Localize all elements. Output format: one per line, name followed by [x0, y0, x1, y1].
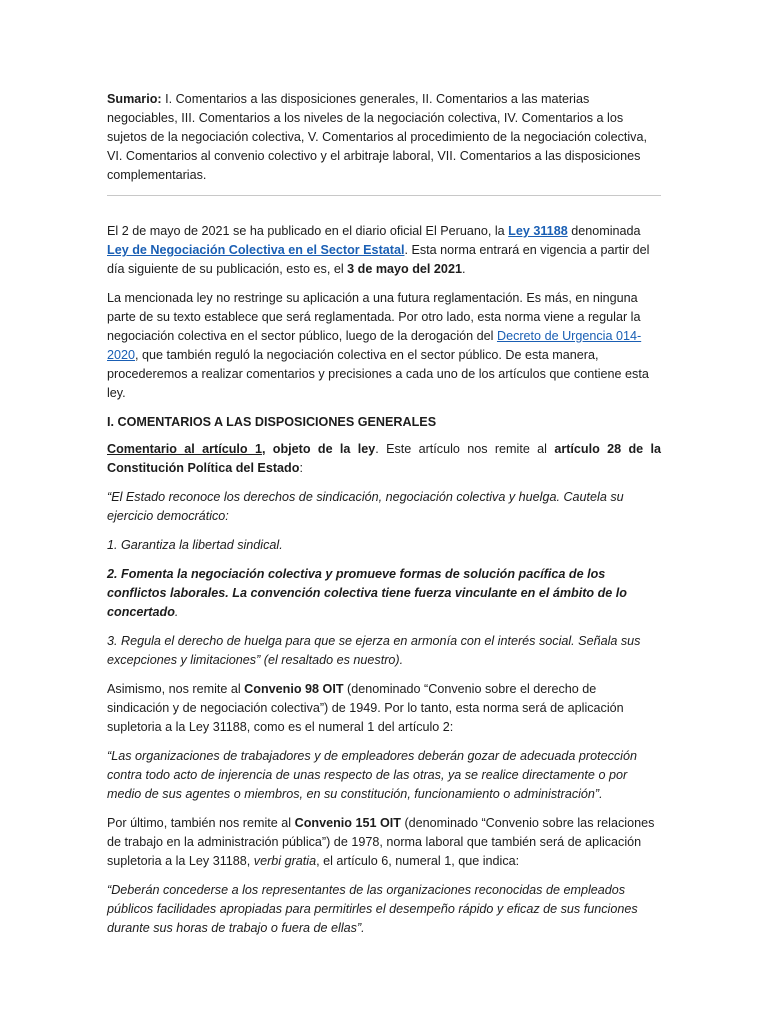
para4-italic: verbi gratia — [253, 854, 317, 868]
quote-convenio-151: “Deberán concederse a los representantes de las organizaciones reconocidas de empleados públicos facilidades apropiadas para permitirles el desempeño rápido y eficaz de sus funciones durante sus horas de trabajo o fuera de ellas”. — [107, 883, 638, 935]
divider — [107, 195, 661, 196]
intro-text-3: . Esta norma entrará en vigencia a partir del día siguiente de su publicación, esto es, el — [107, 243, 650, 276]
summary-label: Sumario: — [107, 92, 162, 106]
intro-text-1: El 2 de mayo de 2021 se ha publicado en el diario oficial El Peruano, la — [107, 224, 509, 238]
summary-text: I. Comentarios a las disposiciones generales, II. Comentarios a las materias negociables, III. Comentarios a los niveles de la negociación colectiva, IV. Comentarios a los sujetos de la negociación colectiva, V. Comentarios al procedimiento de la negociación colectiva, VI. Comentarios al convenio colectivo y el arbitraje laboral, VII. Comentarios a las disposiciones complementarias. — [107, 92, 647, 182]
intro-text-4: . — [461, 262, 466, 276]
para3-text-1: Asimismo, nos remite al — [107, 682, 245, 696]
comentario-underlined: Comentario al artículo 1 — [107, 442, 262, 456]
intro-date: 3 de mayo del 2021 — [347, 262, 462, 276]
convenio-151-paragraph — [107, 814, 661, 871]
summary-paragraph — [107, 90, 661, 185]
para4-text-3: , el artículo 6, numeral 1, que indica: — [316, 854, 520, 868]
para3-text-2: (denominado “Convenio sobre el derecho de sindicación y de negociación colectiva”) de 1949. Por lo tanto, esta norma será de aplicación supletoria a la Ley 31188, como es el numeral 1 del artículo 2: — [107, 682, 624, 734]
convenio-98-label: Convenio 98 OIT — [244, 682, 344, 696]
comentario-articulo-1 — [107, 440, 661, 478]
para4-text-2: (denominado “Convenio sobre las relaciones de trabajo en la administración pública”) de 1978, norma laboral que también será de aplicación supletoria a la Ley 31188, — [107, 816, 655, 868]
quote-item-2-bold: 2. Fomenta la negociación colectiva y promueve formas de solución pacífica de los conflictos laborales. La convención colectiva tiene fuerza vinculante en el ámbito de lo concertado — [107, 567, 627, 619]
ley-negociacion-colectiva-link[interactable]: Ley de Negociación Colectiva en el Sector Estatal — [107, 243, 405, 257]
quote-item-1: 1. Garantiza la libertad sindical. — [107, 538, 283, 552]
convenio-151-label: Convenio 151 OIT — [294, 816, 401, 830]
quote-convenio-98: “Las organizaciones de trabajadores y de empleadores deberán gozar de adecuada protección contra todo acto de injerencia de unas respecto de las otras, ya se realice directamente o por medio de sus agentes o miembros, en su constitución, funcionamiento o administración”. — [107, 749, 637, 801]
quote-constitution-intro: “El Estado reconoce los derechos de sindicación, negociación colectiva y huelga. Cautela su ejercicio democrático: — [107, 490, 624, 523]
para2-text-1: La mencionada ley no restringe su aplicación a una futura reglamentación. Es más, en ninguna parte de su texto establece que será reglamentada. Por otro lado, esta norma viene a regular la negociación colectiva en el sector público, luego de la derogación del — [107, 291, 641, 343]
intro-text-2: denominada — [567, 224, 641, 238]
second-paragraph — [107, 289, 661, 403]
intro-paragraph — [107, 222, 661, 279]
para2-text-2: , que también reguló la negociación colectiva en el sector público. De esta manera, procederemos a realizar comentarios y precisiones a cada uno de los artículos que contiene esta ley. — [107, 348, 649, 400]
section-heading: I. COMENTARIOS A LAS DISPOSICIONES GENERALES — [107, 415, 437, 429]
quote-item-2 — [107, 565, 661, 622]
comentario-text-2: : — [299, 461, 303, 475]
comentario-bold-1: , objeto de la ley — [261, 442, 376, 456]
comentario-text-1: . Este artículo nos remite al — [375, 442, 555, 456]
para4-text-1: Por último, también nos remite al — [107, 816, 295, 830]
quote-item-2-end: . — [174, 605, 179, 619]
convenio-98-paragraph — [107, 680, 661, 737]
quote-item-3: 3. Regula el derecho de huelga para que se ejerza en armonía con el interés social. Señala sus excepciones y limitaciones” (el resaltado es nuestro). — [107, 634, 641, 667]
ley-31188-link[interactable]: Ley 31188 — [508, 224, 568, 238]
comentario-bold-2: artículo 28 de la Constitución Política del Estado — [107, 442, 661, 475]
decreto-urgencia-link[interactable]: Decreto de Urgencia 014-2020 — [107, 329, 642, 362]
